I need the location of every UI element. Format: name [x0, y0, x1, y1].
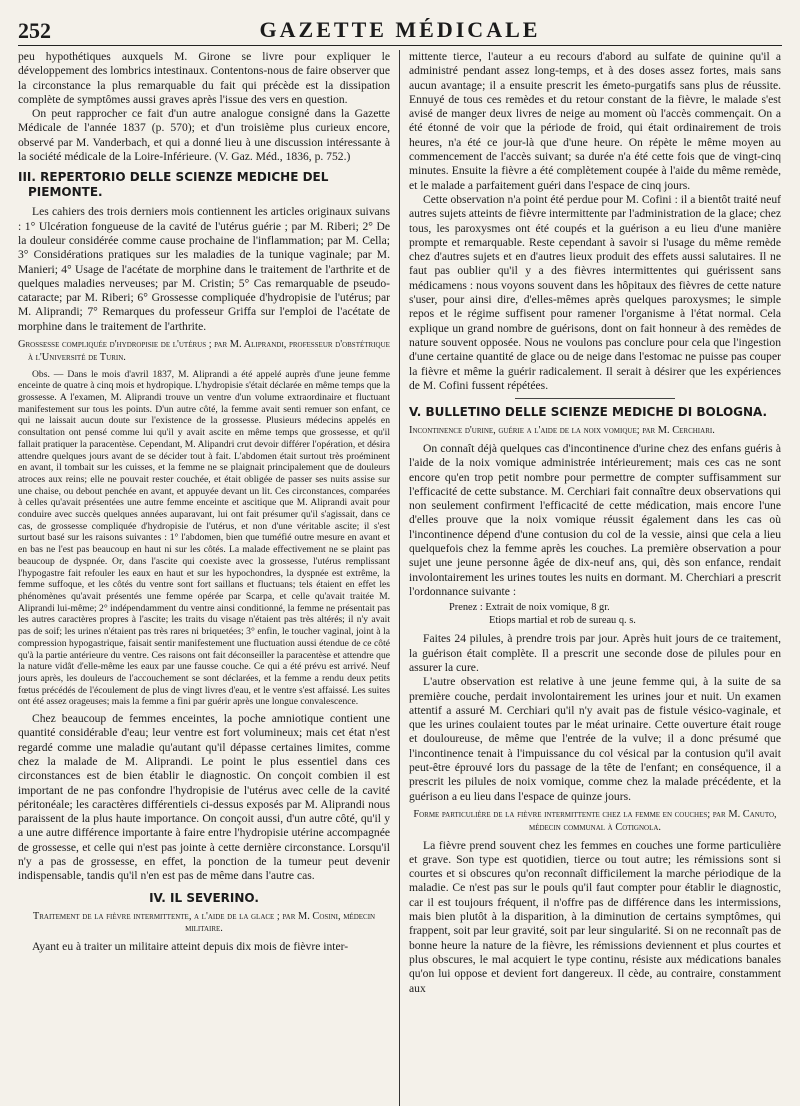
right-paragraph-1: mittente tierce, l'auteur a eu recours d'abord au sulfate de quinine qu'il a administré pendant assez long-temps, et à des doses assez fortes, mais sans aucun avantage; il a ensuite prescrit les émeto-purgatifs sans plus de réussite. Ennuyé de tous ces remèdes et du retour constant de la fièvre, le malade s'est avisé de manger deux livres de neige au moment où l'accès commençait. On a été étonné de voir que la période de froid, qui était ordinairement de trois heures, n'a été ce jour-là que d'une heure. On répète le même moyen au commencement de l'accès suivant; sa durée n'a été cette fois que de vingt-cinq minutes. Ensuite la fièvre a été complètement coupée à l'aide du même remède, et le malade a parfaitement guéri dans l'espace de cinq jours.: [409, 50, 781, 192]
right-paragraph-6: La fièvre prend souvent chez les femmes en couches une forme particulière et grave. Son type est quotidien, tierce ou tout autre; les rémissions sont si courtes et si obscures qu'on reconnaît difficilement la marche périodique de la maladie. Ce n'est pas sur le pouls qu'il faut compter pour établir le diagnostic, car il est toujours fréquent, il n'offre pas de différence dans les intermissions, mais bien plutôt à la disparition, à la diminution de certains symptômes, qui frappent, soit par leur gravité, soit par leur singularité. Si on ne reconnaît pas de bonne heure la nature de la fièvre, les rémissions deviennent et plus courtes et plus obscures, le mal acquiert le type continu, résiste aux médications banales qu'on lui oppose et devient fort dangereux. Il cède, au contraire, constamment aux: [409, 838, 781, 995]
article-heading-cerchiari: Incontinence d'urine, guérie a l'aide de la noix vomique; par M. Cerchiari.: [409, 425, 715, 437]
observation-text: Obs. — Dans le mois d'avril 1837, M. Aliprandi a été appelé auprès d'une jeune femme enceinte de quatre à cinq mois et hydropique. L'hydropisie s'était déclarée en même temps que la grossesse. A l'examen, M. Aliprandi trouve un ventre d'un volume extraordinaire et fluctuant manifestement sur tous les points. D'un autre côté, la femme avait senti remuer son enfant, ce qui ne laissait aucun doute sur l'existence de la grossesse. Plusieurs médecins appelés en consultation ont pensé comme lui qu'il y avait ascite en même temps que grossesse, et qu'il fallait pratiquer la paracentèse. Cependant, M. Alipandri crut devoir différer l'opération, et désira attendre quelques jours avant de se décider tout à fait. L'abdomen était surtout très proéminent en avant, il tombait sur les cuisses, et la femme ne se plaignait principalement que de douleurs atroces aux reins; elle ne pouvait rester couchée, et était obligée de passer ses nuits assise sur une chaise, ou debout penchée en avant, et appuyée devant un lit. Ces circonstances, comparées à celles qu'avait présentées une autre femme enceinte et ascitique que M. Aliprandi avait pour conduire avec succès quelques années auparavant, lui ont fait présumer qu'il s'agissait, dans ce cas, de grossesse compliquée d'hydropisie de l'utérus, et non d'une véritable ascite; il s'est surtout basé sur les raisons suivantes : 1° l'abdomen, bien que tuméfié outre mesure en avant et en bas ne l'est pas beaucoup en haut ni sur les côtés. La malade effectivement ne se plaint pas beaucoup de dyspnée. Or, dans l'ascite qui coexiste avec la grossesse, l'utérus remplissant l'hypogastre fait refouler les eaux en haut et sur les hypochondres, la dyspnée est extrême, la femme suffoque, et les côtés du ventre sont fort saillans et fluctuans; tels étaient en effet les phénomènes qu'avait présentés une femme opérée par Scarpa, et celle qu'avait traitée M. Aliprandi lui-même; 2° indépendamment du ventre ainsi conditionné, la femme ne présentait pas les autres caractères propres à l'ascite; les traits du visage n'étaient pas très altérés; il n'y avait pas de soif; les urines n'étaient pas très rares ni briquetées; 3° enfin, le toucher vaginal, joint à la compression hypogastrique, faisait sentir manifestement une fluctuation aussi étendue de ce côté qu'à la partie antérieure du ventre. Ces raisons ont fait déconseiller la paracentèse et attendre que la nature vidât d'elle-même les eaux par une fausse couche. Ce qui a été prévu est arrivé. Neuf jours après, les douleurs de l'accouchement se sont déclarées, et la femme a rendu deux petits fœtus précédés de l'écoulement de plus de vingt livres d'eau, et le ventre s'est affaissé. Les suites ont été assez orageuses; mais la femme a fini par guérir après une longue convalescence.: [18, 368, 390, 708]
article-heading-cosini: Traitement de la fièvre intermittente, a l'aide de la glace ; par M. Cosini, médecin militaire.: [32, 910, 376, 935]
section-3-paragraph: Les cahiers des trois derniers mois contiennent les articles originaux suivans : 1° Ulcération fongueuse de la cavité de l'utérus guérie ; par M. Riberi; 2° De la douleur considérée comme cause prochaine de l'inflammation; par M. Cella; 3° Considérations pratiques sur les maladies de la tunique vaginale; par M. Manieri; 4° Usage de l'acétate de morphine dans le traitement de l'arthrite et de quelques maladies nerveuses; par M. Cristin; 5° Cas remarquable de pseudo-cataracte; par M. Riberi; 6° Grossesse compliquée d'hydropisie de l'utérus; par M. Aliprandi; 7° Remarques du professeur Griffa sur l'emploi de l'acétate de morphine dans le traitement de l'arthrite.: [18, 205, 390, 333]
left-column: [18, 50, 390, 1106]
article-heading-canuto: Forme particulière de la fièvre intermittente chez la femme en couches; par M. Canuto, médecin communal à Cotignola.: [413, 808, 777, 833]
intro-paragraph-1: peu hypothétiques auxquels M. Girone se livre pour expliquer le développement des lombrics intestinaux. Contentons-nous de faire observer que la circonstance la plus remarquable du fait qui précède est la dissipation complète de symptômes aussi graves après l'issue des vers en question.: [18, 50, 390, 106]
prescription-line-1: Prenez : Extrait de noix vomique, 8 gr.: [449, 602, 610, 614]
right-paragraph-4: Faites 24 pilules, à prendre trois par jour. Après huit jours de ce traitement, la guérison était complète. Il a prescrit une seconde dose de pilules pour en assurer la cure.: [409, 632, 781, 674]
section-heading-3: III. REPERTORIO DELLE SCIENZE MEDICHE DEL PIEMONTE.: [18, 170, 329, 200]
prescription: [449, 602, 781, 627]
section-separator: [515, 398, 675, 399]
page-number: 252: [18, 18, 51, 43]
section-heading-5: V. BULLETINO DELLE SCIENZE MEDICHE DI BOLOGNA.: [409, 405, 768, 420]
right-column: [409, 50, 781, 1106]
column-divider: [399, 50, 400, 1106]
right-paragraph-2: Cette observation n'a point été perdue pour M. Cofini : il a bientôt traité neuf autres sujets atteints de fièvre intermittente par l'administration de la glace; chez tous, les paroxysmes ont été coupés et la guérison a eu lieu d'une manière prompte et remarquable. Reste cependant à savoir si l'usage du même remède chez d'autres sujets et en d'autres lieux produit des effets aussi salutaires. Il ne faut pas oublier qu'il y a des fièvres intermittentes qui guérissent sans médicamens : nous voyons souvent dans les hôpitaux des fièvres de cette nature s'user, pour ainsi dire, d'elles-mêmes après quelques paroxysmes; le simple repos et le régime suffisent pour ramener l'organisme à l'état normal. Cela explique un grand nombre de guérisons, dont on fait honneur à des remèdes de nature souvent opposée. Nous ne voulons pas conclure pour cela que l'ingestion d'une certaine quantité de glace ou de neige dans l'estomac ne puisse pas couper la fièvre et même la guérir radicalement. Il serait à désirer que les expériences de M. Cofini fussent répétées.: [409, 192, 781, 392]
columns: [18, 50, 782, 1106]
prescription-line-2: Etiops martial et rob de sureau q. s.: [489, 614, 636, 626]
right-paragraph-3: On connaît déjà quelques cas d'incontinence d'urine chez des enfans guéris à l'aide de la noix vomique administrée intérieurement; mais ces cas ne sont encore qu'en trop petit nombre pour permettre de compter suffisamment sur l'efficacité de cette substance. M. Cerchiari fait connaître deux observations qui non seulement confirment l'efficacité de cette médication, mais encore l'une d'elles prouve que la noix vomique réussit également dans les cas où l'incontinence dépend d'une contusion du col de la vessie, ainsi que cela a lieu quelquefois chez la femme après les couches. La première observation a pour sujet une jeune personne âgée de dix-neuf ans, qui, dès son enfance, rendait involontairement les urines toutes les nuits en dormant. M. Cherchiari a prescrit l'ordonnance suivante :: [409, 441, 781, 598]
section-heading-4: IV. IL SEVERINO.: [149, 890, 259, 905]
intro-paragraph-2: On peut rapprocher ce fait d'un autre analogue consigné dans la Gazette Médicale de l'année 1837 (p. 570); et d'un troisième plus curieux encore, observé par M. Vanderbach, et qui a donné lieu à une discussion intéressante à la société médicale de la Loire-Inférieure. (V. Gaz. Méd., 1836, p. 752.): [18, 107, 390, 164]
page-header: [18, 8, 782, 46]
left-last-paragraph: Ayant eu à traiter un militaire atteint depuis dix mois de fièvre inter-: [32, 940, 349, 954]
page-title: GAZETTE MÉDICALE: [259, 17, 541, 42]
commentary-paragraph: Chez beaucoup de femmes enceintes, la poche amniotique contient une quantité considérable d'eau; leur ventre est fort volumineux; mais cet état n'est regardé comme une maladie qu'autant qu'il dépasse certaines limites, comme chez la malade de M. Aliprandi. Le point le plus essentiel dans ces circonstances est de bien établir le diagnostic. On conçoit combien il est important de ne pas confondre l'hydropisie de l'utérus avec celle de la cavité péritonéale; les caractères différentiels ci-dessus exposés par M. Aliprandi nous paraissent de la plus haute importance. On conçoit aussi, d'un autre côté, qu'il y a une autre différence importante à faire entre l'hydropisie utérine accompagnée de grossesse, et celle qui n'est pas jointe à cette dernière circonstance. Lorsqu'il n'y a pas de grossesse, en effet, la ponction de la tumeur peut devenir indispensable, tandis qu'il n'en est pas de même dans l'autre cas.: [18, 712, 390, 883]
right-paragraph-5: L'autre observation est relative à une jeune femme qui, à la suite de sa première couche, perdait involontairement les urines jour et nuit. Un examen attentif a assuré M. Cerchiari qu'il n'y avait pas de fistule vésico-vaginale, et que les urines coulaient toutes par le méat urinaire. Cette ouverture était rouge et douloureuse, de même que l'entrée de la vulve; il a donc présumé que l'incontinence tenait à l'impuissance du col vésical par la contusion qu'il avait peut-être éprouvé lors du passage de la tête de l'enfant; en conséquence, il a prescrit les pilules de noix vomique, comme chez la malade précédente, et la guérison a eu lieu dans l'espace de quinze jours.: [409, 675, 781, 803]
article-heading-aliprandi: Grossesse compliquée d'hydropisie de l'utérus ; par M. Aliprandi, professeur d'obstétrique à l'Université de Turin.: [18, 339, 390, 363]
